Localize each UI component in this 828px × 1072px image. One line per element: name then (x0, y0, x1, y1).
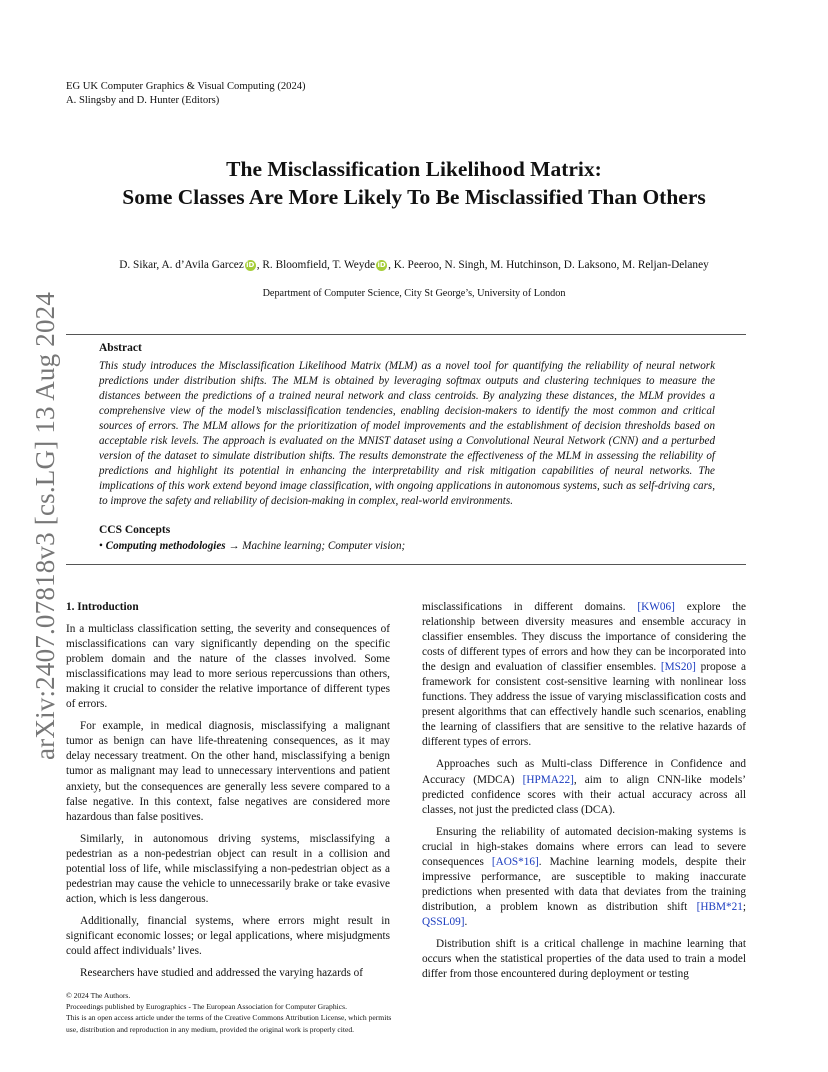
editors-line: A. Slingsby and D. Hunter (Editors) (66, 94, 220, 106)
ccs-heading: CCS Concepts (99, 524, 171, 536)
title-line-2: Some Classes Are More Likely To Be Misclassified Than Others (122, 184, 706, 209)
arrow-icon: → (228, 540, 240, 552)
paragraph: Distribution shift is a critical challenge in machine learning that occurs when the statistical properties of the data used to train a model differ from those encountered during deployment or testing (422, 937, 746, 981)
title-line-1: The Misclassification Likelihood Matrix: (226, 157, 602, 181)
paper-title (40, 156, 788, 211)
orcid-icon[interactable]: iD (377, 261, 386, 269)
ccs-bullet: • (99, 540, 103, 552)
paragraph: Similarly, in autonomous driving systems, misclassifying a pedestrian as a non-pedestrian object can result in a collision and potential loss of life, while misclassifying a non-pedestrian object as a pedestrian may cause the vehicle to unnecessarily brake or take evasive action, which is less dangerous. (66, 832, 390, 905)
text-run: misclassifications in different domains. (422, 601, 638, 613)
arxiv-sidebar-stamp: arXiv:2407.07818v3 [cs.LG] 13 Aug 2024 (30, 291, 60, 760)
citation-link[interactable]: [HPMA22] (522, 773, 574, 786)
authors-part-2: , R. Bloomfield, T. Weyde (256, 259, 376, 271)
citation-link[interactable]: [MS20] (660, 661, 696, 674)
citation-link[interactable]: [AOS*16] (491, 855, 539, 868)
footnote-line: © 2024 The Authors. (66, 991, 131, 1000)
venue-line: EG UK Computer Graphics & Visual Computing (2024) (66, 81, 306, 92)
text-run: Approaches such as Multi-class Difference in Confidence and Accuracy (MDCA) (422, 758, 746, 786)
text-run: . Machine learning models, despite their impressive performance, are susceptible to making inaccurate predictions when presented with data that deviates from the training distribution, a problem known as distribution shift (422, 855, 746, 913)
footnote-line: This is an open access article under the terms of the Creative Commons Attribution License, which permits use, distribution and reproduction in any medium, provided the original work is properly cited. (66, 1013, 392, 1034)
copyright-footnote (66, 990, 396, 1035)
authors-part-1: D. Sikar, A. d’Avila Garcez (119, 259, 244, 271)
text-run: , aim to align CNN-like models’ predicted confidence scores with their actual accuracy across all classes, not just the predicted class (DCA). (422, 773, 747, 816)
venue-header (66, 80, 306, 107)
text-run: . (464, 915, 468, 928)
ccs-category: Computing methodologies (105, 540, 226, 552)
paragraph: In a multiclass classification setting, the severity and consequences of misclassifications can vary significantly depending on the specific problem domain and the nature of the classes involved. Some misclassifications may lead to more serious repercussions than others, making it crucial to consider the relative importance of different types of errors. (66, 623, 390, 711)
citation-link[interactable]: [HBM*21 (696, 900, 743, 913)
abstract-heading: Abstract (99, 342, 142, 354)
paragraph: Additionally, financial systems, where errors might result in significant economic losses; or legal applications, where misjudgments could affect individuals’ lives. (66, 914, 390, 957)
section-heading-introduction: 1. Introduction (66, 601, 139, 613)
text-run: Ensuring the reliability of automated decision-making systems is crucial in high-stakes domains where errors can lead to severe consequences (422, 825, 746, 868)
paragraph (422, 757, 746, 817)
citation-link[interactable]: [KW06] (637, 601, 675, 613)
paragraph: For example, in medical diagnosis, misclassifying a malignant tumor as benign can have life-threatening consequences, as it may delay necessary treatment. On the other hand, misclassifying a benign tumor as malignant may lead to unnecessary interventions and patient anxiety, but the consequences are generally less severe compared to a false negative. In this context, false negatives are considered more hazardous than false positives. (66, 720, 390, 823)
ccs-concepts (99, 540, 405, 552)
text-run: explore the relationship between diversity measures and ensemble accuracy in classifier ensembles. They discuss the importance of considering the costs of different types of errors and how they can be incorporated into the design and evaluation of classifier ensembles. (422, 601, 746, 674)
abstract-text: This study introduces the Misclassification Likelihood Matrix (MLM) as a novel tool for quantifying the reliability of neural network predictions under distribution shifts. The MLM is obtained by leveraging softmax outputs and clustering techniques to measure the distances between the predictions of a trained neural network and class centroids. By analyzing these distances, the MLM provides a comprehensive view of the model’s misclassification tendencies, enabling decision-makers to identify the most common and critical sources of errors. The MLM allows for the prioritization of model improvements and the establishment of decision thresholds based on acceptable risk levels. The approach is evaluated on the MNIST dataset using a Convolutional Neural Network (CNN) and a perturbed version of the dataset to simulate distribution shifts. The results demonstrate the effectiveness of the MLM in assessing the reliability of predictions and highlight its potential in enhancing the interpretability and risk mitigation capabilities of neural networks. The implications of this work extend beyond image classification, with ongoing applications in autonomous systems, such as self-driving cars, to improve the safety and reliability of decision-making in complex, real-world environments. (99, 360, 715, 508)
text-run: propose a framework for consistent cost-sensitive learning with nonlinear loss functions. They address the issue of varying misclassification costs and present algorithms that can effectively handle such scenarios, enabling the learning of classifiers that are sensitive to the relative hazards of different types of errors. (422, 661, 746, 749)
top-divider (66, 334, 746, 335)
right-column (422, 600, 746, 989)
paragraph (422, 600, 746, 750)
orcid-icon[interactable]: iD (246, 261, 255, 269)
bottom-divider (66, 564, 746, 565)
paragraph: Researchers have studied and addressed the varying hazards of (80, 967, 364, 980)
paragraph (422, 825, 746, 930)
citation-link[interactable]: QSSL09] (422, 915, 465, 928)
text-run: ; (742, 900, 746, 913)
footnote-line: Proceedings published by Eurographics - The European Association for Computer Graphics. (66, 1002, 347, 1012)
author-list (40, 258, 788, 273)
authors-part-3: , K. Peeroo, N. Singh, M. Hutchinson, D. Laksono, M. Reljan-Delaney (388, 259, 709, 271)
ccs-topics: Machine learning; Computer vision; (242, 540, 406, 552)
left-column (66, 600, 390, 988)
affiliation: Department of Computer Science, City St George’s, University of London (262, 288, 566, 299)
